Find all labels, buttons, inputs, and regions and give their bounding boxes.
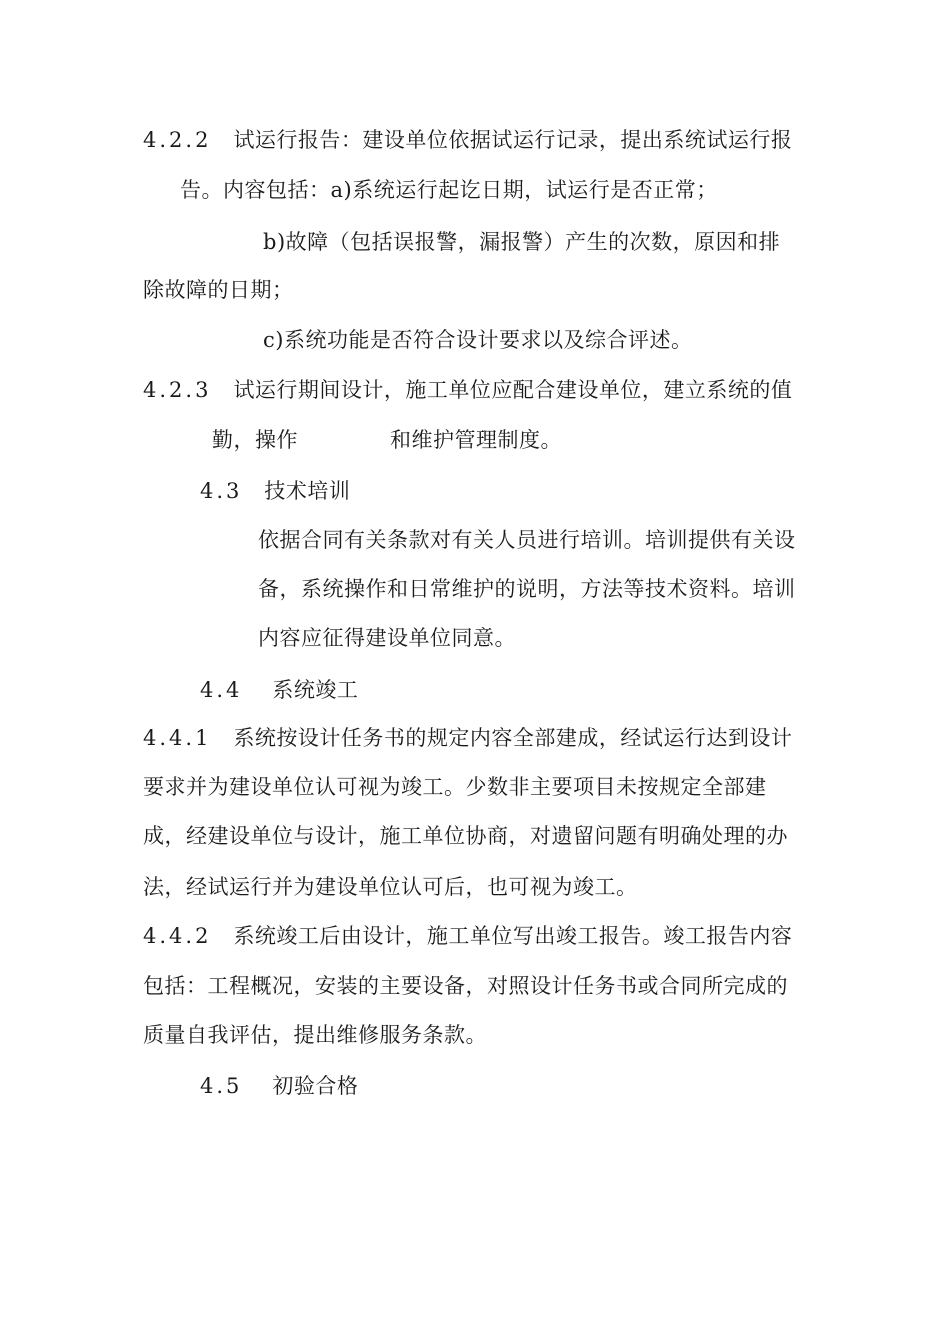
section-number: 4.3 [200,479,243,503]
paragraph-4-2-2-line-3 [263,228,780,256]
paragraph-4-3-line-1 [258,526,796,554]
section-number: 4.4.1 [143,726,212,750]
heading-4-3 [200,477,350,505]
paragraph-text: 系统按设计任务书的规定内容全部建成，经试运行达到设计 [233,726,793,750]
section-title: 初验合格 [272,1074,359,1098]
paragraph-text: 法，经试运行并为建设单位认可后，也可视为竣工。 [143,875,638,899]
paragraph-text: b)故障（包括误报警，漏报警）产生的次数，原因和排 [263,230,781,254]
paragraph-4-4-2-line-2 [143,972,788,1000]
paragraph-4-4-1-line-1 [143,724,792,752]
paragraph-text: 试运行期间设计，施工单位应配合建设单位，建立系统的值 [233,378,793,402]
paragraph-text: 成，经建设单位与设计，施工单位协商，对遗留问题有明确处理的办 [143,824,788,848]
paragraph-text: 告。内容包括：a)系统运行起讫日期，试运行是否正常； [180,178,718,202]
paragraph-4-2-2-line-5 [263,326,692,354]
paragraph-text: 试运行报告：建设单位依据试运行记录，提出系统试运行报 [233,128,793,152]
section-number: 4.2.2 [143,128,212,152]
heading-4-4 [200,676,358,704]
section-number: 4.4.2 [143,924,212,948]
paragraph-text: 除故障的日期； [143,278,294,302]
paragraph-4-4-1-line-2 [143,773,767,801]
paragraph-text: 备，系统操作和日常维护的说明，方法等技术资料。培训 [258,577,796,601]
paragraph-4-4-1-line-4 [143,873,638,901]
paragraph-4-4-1-line-3 [143,822,788,850]
paragraph-text: 和维护管理制度。 [390,428,562,452]
section-number: 4.4 [200,678,243,702]
section-number: 4.5 [200,1074,243,1098]
section-title: 系统竣工 [272,678,359,702]
paragraph-4-3-line-3 [258,624,516,652]
paragraph-4-2-3-line-2 [212,426,562,454]
heading-4-5 [200,1072,358,1100]
paragraph-4-4-2-line-3 [143,1021,487,1049]
paragraph-4-4-2-line-1 [143,922,792,950]
paragraph-4-2-2-line-2 [180,176,718,204]
paragraph-4-3-line-2 [258,575,796,603]
paragraph-text: 要求并为建设单位认可视为竣工。少数非主要项目未按规定全部建 [143,775,767,799]
paragraph-4-2-3-line-1 [143,376,792,404]
section-title: 技术培训 [264,479,351,503]
paragraph-text: 包括：工程概况，安装的主要设备，对照设计任务书或合同所完成的 [143,974,788,998]
paragraph-text: 依据合同有关条款对有关人员进行培训。培训提供有关设 [258,528,796,552]
paragraph-text: c)系统功能是否符合设计要求以及综合评述。 [263,328,693,352]
paragraph-4-2-2-line-1 [143,126,792,154]
section-number: 4.2.3 [143,378,212,402]
paragraph-text: 系统竣工后由设计，施工单位写出竣工报告。竣工报告内容 [233,924,793,948]
paragraph-text: 勤，操作 [212,428,298,452]
paragraph-text: 内容应征得建设单位同意。 [258,626,516,650]
paragraph-4-2-2-line-4 [143,276,294,304]
paragraph-text: 质量自我评估，提出维修服务条款。 [143,1023,487,1047]
